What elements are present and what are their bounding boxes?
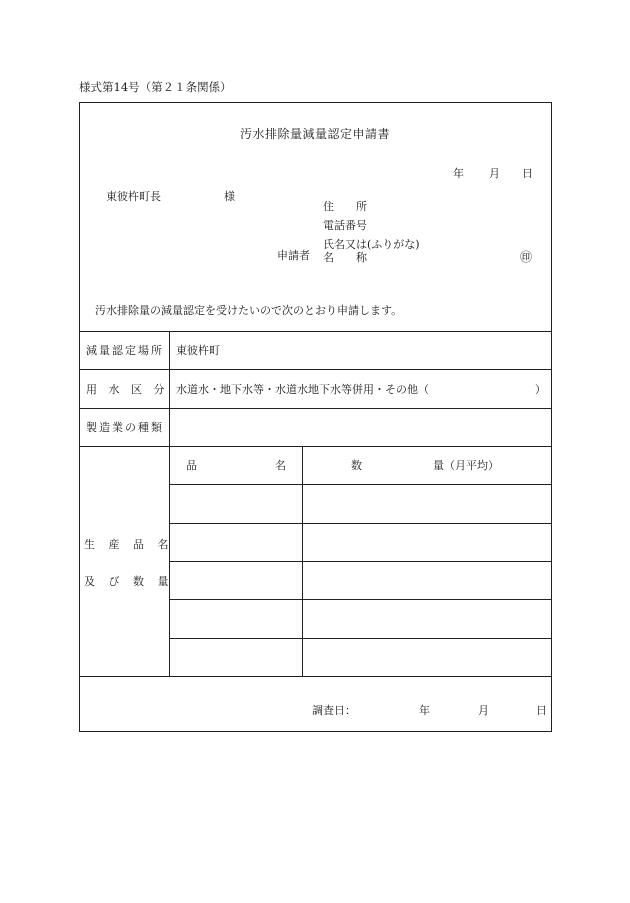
location-value: 東彼杵町 xyxy=(176,344,220,357)
col-name-char2: 名 xyxy=(275,459,286,472)
addressee-name: 東彼杵町長 xyxy=(106,190,161,203)
rule xyxy=(79,676,552,677)
water-type-label: 用 水 区 分 xyxy=(86,383,169,396)
address-label: 住 所 xyxy=(323,200,367,213)
form-title: 汚水排除量減量認定申請書 xyxy=(239,127,390,141)
survey-month: 月 xyxy=(478,704,489,717)
survey-year: 年 xyxy=(419,704,430,717)
products-label-line1: 生 産 品 名 xyxy=(84,538,174,551)
date-month: 月 xyxy=(489,167,500,180)
seal-mark: ㊞ xyxy=(520,250,533,264)
manufacturing-label: 製造業の種類 xyxy=(86,421,164,434)
applicant-label: 申請者 xyxy=(277,249,310,262)
organization-label: 名 称 xyxy=(323,251,367,264)
location-label: 減量認定場所 xyxy=(86,344,164,357)
rule xyxy=(169,561,552,562)
products-label-line2: 及 び 数 量 xyxy=(84,575,174,588)
survey-label: 調査日： xyxy=(312,704,356,717)
col-qty-char1: 数 xyxy=(351,459,362,472)
rule xyxy=(169,638,552,639)
addressee-honorific: 様 xyxy=(224,190,235,203)
request-text: 汚水排除量の減量認定を受けたいので次のとおり申請します。 xyxy=(95,304,403,317)
form-number: 様式第14号（第２１条関係） xyxy=(79,80,232,94)
rule xyxy=(302,446,303,676)
rule xyxy=(79,446,552,447)
col-qty-char2: 量（月平均） xyxy=(433,459,499,472)
water-type-close: ） xyxy=(535,383,546,396)
phone-label: 電話番号 xyxy=(323,219,367,232)
rule xyxy=(169,599,552,600)
date-day: 日 xyxy=(522,167,533,180)
rule xyxy=(79,408,552,409)
date-year: 年 xyxy=(453,167,464,180)
survey-day: 日 xyxy=(536,704,547,717)
col-name-char1: 品 xyxy=(186,459,197,472)
rule xyxy=(79,331,552,332)
rule xyxy=(169,523,552,524)
name-label: 氏名又は(ふりがな) xyxy=(323,238,420,251)
rule xyxy=(169,331,170,676)
water-type-value: 水道水・地下水等・水道水地下水等併用・その他（ xyxy=(176,383,429,396)
rule xyxy=(169,484,552,485)
rule xyxy=(79,369,552,370)
